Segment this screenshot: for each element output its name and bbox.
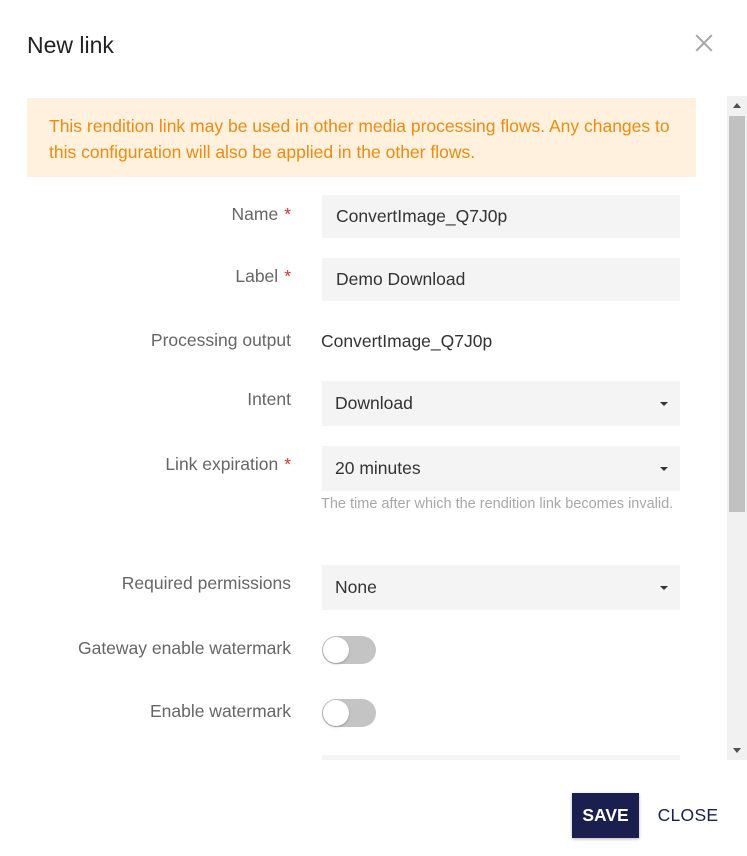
- label-input[interactable]: [322, 258, 680, 301]
- intent-label: Intent: [247, 389, 291, 409]
- enable-watermark-label: Enable watermark: [149, 701, 291, 721]
- label-label: Label *: [235, 266, 291, 286]
- enable-watermark-toggle[interactable]: [322, 699, 376, 727]
- close-x-icon[interactable]: [692, 31, 716, 55]
- toggle-knob: [323, 700, 349, 726]
- required-permissions-select-value: None: [335, 577, 377, 597]
- required-permissions-label: Required permissions: [121, 573, 291, 593]
- intent-select[interactable]: [322, 381, 680, 426]
- processing-output-label: Processing output: [150, 330, 291, 350]
- close-button[interactable]: CLOSE: [655, 793, 721, 838]
- required-marker: *: [284, 204, 291, 224]
- gateway-enable-watermark-label: Gateway enable watermark: [77, 638, 291, 658]
- gateway-enable-watermark-toggle[interactable]: [322, 636, 376, 664]
- name-label: Name *: [231, 204, 291, 224]
- dialog-title: New link: [27, 32, 114, 58]
- scrollbar[interactable]: [727, 96, 747, 760]
- link-expiration-hint: The time after which the rendition link becomes invalid.: [321, 496, 674, 512]
- link-expiration-label: Link expiration *: [165, 454, 291, 474]
- chevron-down-icon: [660, 586, 668, 590]
- dialog-body[interactable]: [0, 96, 727, 760]
- scroll-down-arrow-icon[interactable]: [733, 748, 741, 753]
- name-input[interactable]: [322, 195, 680, 238]
- required-permissions-select[interactable]: [322, 565, 680, 610]
- name-input-value: ConvertImage_Q7J0p: [336, 206, 508, 226]
- required-marker: *: [284, 266, 291, 286]
- save-button[interactable]: SAVE: [572, 793, 639, 838]
- required-marker: *: [284, 454, 291, 474]
- intent-select-value: Download: [335, 393, 413, 413]
- chevron-down-icon: [660, 402, 668, 406]
- link-expiration-select[interactable]: [322, 446, 680, 491]
- warning-banner: This rendition link may be used in other media processing flows. Any changes to this configuration will also be applied in the other flows.: [27, 98, 696, 177]
- scroll-up-arrow-icon[interactable]: [733, 103, 741, 108]
- processing-output-value: ConvertImage_Q7J0p: [321, 331, 493, 351]
- scrollbar-thumb[interactable]: [729, 116, 745, 512]
- label-input-value: Demo Download: [336, 269, 466, 289]
- chevron-down-icon: [660, 467, 668, 471]
- link-expiration-select-value: 20 minutes: [335, 458, 421, 478]
- toggle-knob: [323, 637, 349, 663]
- partially-visible-field[interactable]: [322, 755, 680, 760]
